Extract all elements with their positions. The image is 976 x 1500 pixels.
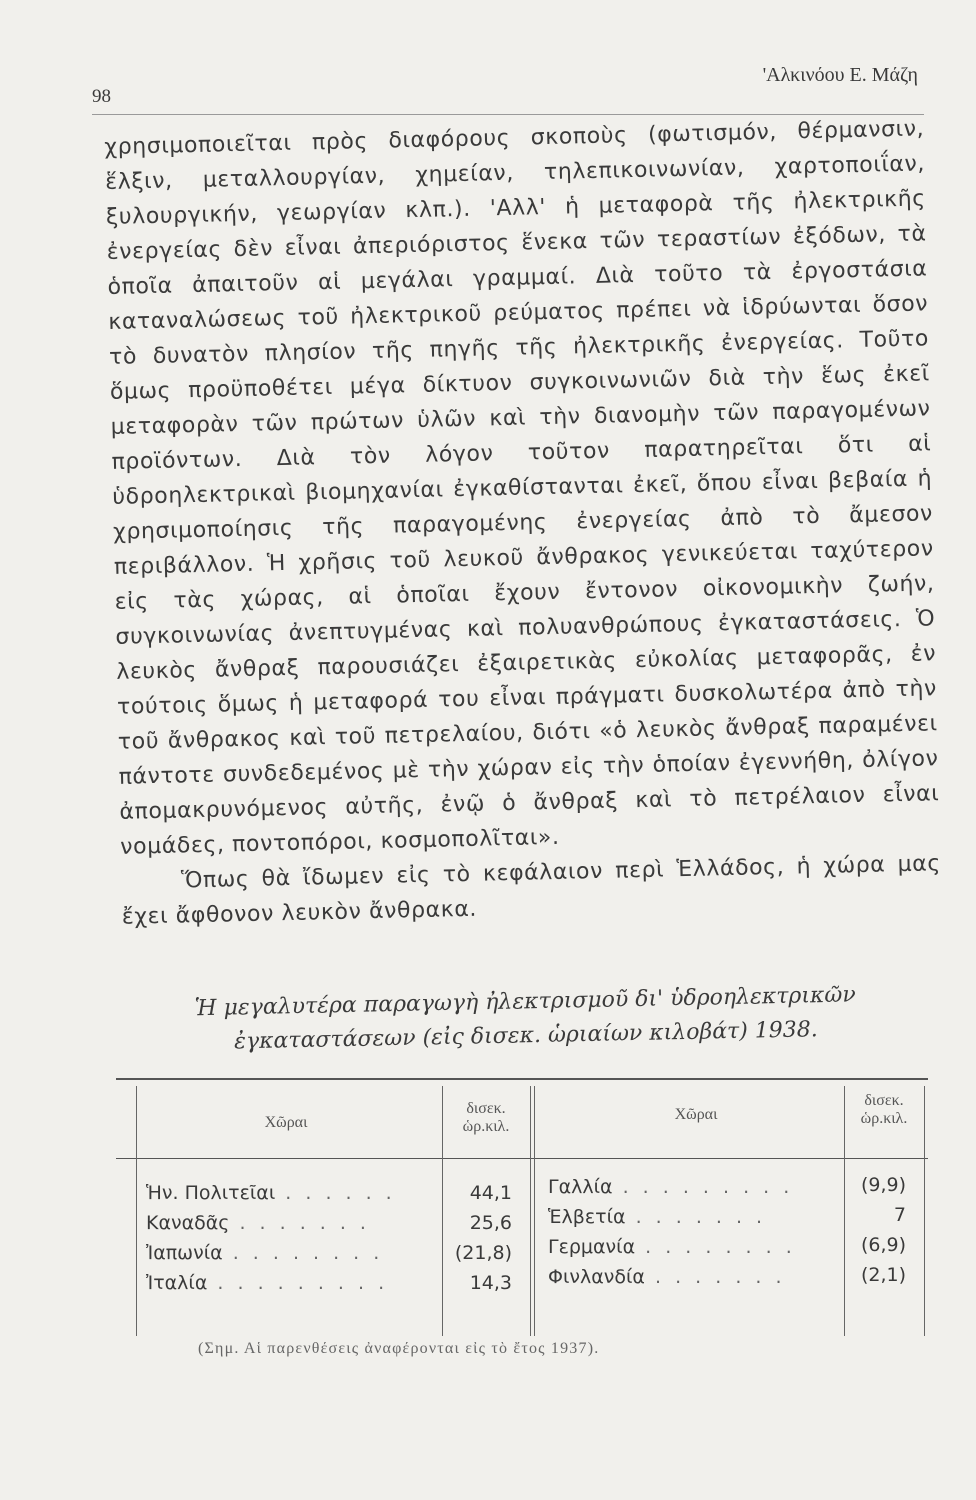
country-name: Ἡν. Πολιτεῖαι [146,1182,276,1204]
country-name: Γερμανία [548,1236,636,1258]
header-unit-line: ὡρ.κιλ. [462,1118,510,1135]
column-divider [534,1086,535,1336]
header-unit-line: δισεκ. [466,1100,506,1117]
header-units [444,1100,528,1136]
table-title-line: ἐγκαταστάσεων (εἰς δισεκ. ὡριαίων κιλοβάτ) 1938. [233,1017,819,1055]
value-cell: (2,1) [860,1264,906,1286]
country-name: Γαλλία [548,1176,613,1198]
value-cell: 44,1 [469,1182,512,1204]
page-number: 98 [92,86,111,107]
value-cell: (6,9) [860,1234,906,1256]
country-name: Καναδᾶς [146,1212,230,1234]
running-head: 'Αλκινόου Ε. Μάζη [762,64,918,86]
header-countries: Χῶραι [264,1114,308,1131]
table-header-rule [116,1158,928,1159]
column-divider [530,1086,531,1336]
value-cell: 7 [893,1204,906,1226]
value-cell: 14,3 [469,1272,512,1294]
header-unit-line: ὡρ.κιλ. [860,1110,908,1127]
paragraph: Ὅπως θὰ ἴδωμεν εἰς τὸ κεφάλαιον περὶ Ἑλλάδος, ἡ χώρα μας ἔχει ἄφθονον λευκὸν ἄνθρακα. [121,851,942,930]
header-unit-line: δισεκ. [864,1092,904,1109]
value-cell: 25,6 [469,1212,512,1234]
data-table: Χῶραι δισεκ. ὡρ.κιλ. Χῶραι δισεκ. ὡρ.κιλ. Ἡν. Πολιτεῖαι . . . . . . 44,1 Γαλλία . . . . . . . . . (9,9) Καναδᾶς . . . . . . . 25,6 Ἑλβετία . . . . . . . 7 Ἰαπωνία . . . . . . . . (21,8) Γερμανία . . . . . . . . (6,9) Ἰταλία . . . . . . . . . 14,3 Φινλανδία . . . . . . . (2,1) [116,1078,936,1340]
value-cell: (9,9) [860,1174,906,1196]
table-title [110,977,941,1062]
body-text [104,111,942,934]
column-divider [136,1086,137,1336]
country-name: Ἑλβετία [548,1206,626,1228]
table-title-line: Ἡ μεγαλυτέρα παραγωγὴ ἠλεκτρισμοῦ δι' ὑδροηλεκτρικῶν [194,982,856,1022]
column-divider [442,1086,443,1336]
table-note: (Σημ. Αἱ παρενθέσεις ἀναφέρονται εἰς τὸ ἔτος 1937). [198,1340,600,1357]
country-name: Ἰαπωνία [146,1242,223,1264]
header-units [846,1092,922,1128]
country-name: Ἰταλία [146,1272,208,1294]
header-countries: Χῶραι [674,1106,718,1123]
country-name: Φινλανδία [548,1266,645,1288]
column-divider [924,1086,925,1336]
table-top-rule [116,1078,928,1080]
paragraph: χρησιμοποιεῖται πρὸς διαφόρους σκοποὺς (φωτισμόν, θέρμανσιν, ἕλξιν, μεταλλουργίαν, χημείαν, τηλεπικοινωνίαν, χαρτοποιΐαν, ξυλουργικήν, γεωργίαν κλπ.). 'Αλλ' ἡ μεταφορὰ τῆς ἠλεκτρικῆς ἐνεργείας δὲν εἶναι ἀπεριόριστος ἕνεκα τῶν τεραστίων ἐξόδων, τὰ ὁποῖα ἀπαιτοῦν αἱ μεγάλαι γραμμαί. Διὰ τοῦτο τὰ ἐργοστάσια καταναλώσεως τοῦ ἠλεκτρικοῦ ρεύματος πρέπει νὰ ἱδρύωνται ὅσον τὸ δυνατὸν πλησίον τῆς πηγῆς τῆς ἠλεκτρικῆς ἐνεργείας. Τοῦτο ὅμως προϋποθέτει μέγα δίκτυον συγκοινωνιῶν διὰ τὴν ἕως ἐκεῖ μεταφορὰν τῶν πρώτων ὑλῶν καὶ τὴν διανομὴν τῶν παραγομένων προϊόντων. Διὰ τὸν λόγον τοῦτον παρατηρεῖται ὅτι αἱ ὑδροηλεκτρικαὶ βιομηχανίαι ἐγκαθίστανται ἐκεῖ, ὅπου εἶναι βεβαία ἡ χρησιμοποίησις τῆς παραγομένης ἐνεργείας ἀπὸ τὸ ἄμεσον περιβάλλον. Ἡ χρῆσις τοῦ λευκοῦ ἄνθρακος γενικεύεται ταχύτερον εἰς τὰς χώρας, αἱ ὁποῖαι ἔχουν ἔντονον οἰκονομικὴν ζωήν, συγκοινωνίας ἀνεπτυγμένας καὶ πολυανθρώπους ἐγκαταστάσεις. Ὁ λευκὸς ἄνθραξ παρουσιάζει ἐξαιρετικὰς εὐκολίας μεταφορᾶς, ἐν τούτοις ὅμως ἡ μεταφορά του εἶναι πράγματι δυσκολωτέρα ἀπὸ τὴν τοῦ ἄνθρακος καὶ τοῦ πετρελαίου, διότι «ὁ λευκὸς ἄνθραξ παραμένει πάντοτε συνδεδεμένος μὲ τὴν χώραν εἰς τὴν ὁποίαν ἐγεννήθη, ὀλίγον ἀπομακρυνόμενος αὐτῆς, ἐνῷ ὁ ἄνθραξ καὶ τὸ πετρέλαιον εἶναι νομάδες, ποντοπόροι, κοσμοπολῖται». [104,116,940,860]
value-cell: (21,8) [454,1242,512,1264]
